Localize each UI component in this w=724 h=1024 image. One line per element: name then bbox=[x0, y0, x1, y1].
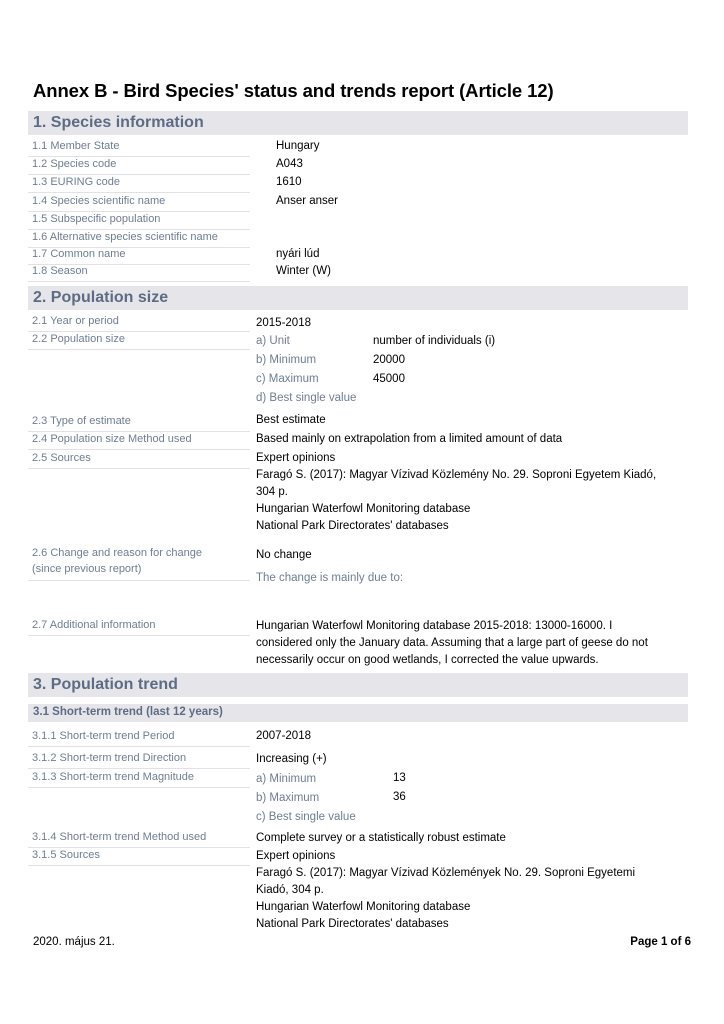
row-trend-period-label bbox=[28, 729, 250, 747]
source-line: Faragó S. (2017): Magyar Vízivad Közlemény No. 29. Soproni Egyetem Kiadó, bbox=[256, 469, 657, 481]
info-line: Hungarian Waterfowl Monitoring database 2015-2018: 13000-16000. I bbox=[256, 620, 613, 632]
row-change-label bbox=[28, 546, 250, 581]
section-population-trend bbox=[28, 673, 688, 697]
trend-sources-list bbox=[256, 848, 635, 933]
row-method-label bbox=[28, 432, 250, 450]
info-line: considered only the January data. Assuming that a large part of geese do not bbox=[256, 637, 648, 649]
section-heading: 3. Population trend bbox=[33, 676, 178, 693]
trend-maximum-value: 36 bbox=[393, 791, 406, 803]
row-scientific-name-label bbox=[28, 194, 250, 212]
method-value: Based mainly on extrapolation from a limited amount of data bbox=[256, 433, 563, 445]
footer-page-number: Page 1 of 6 bbox=[630, 936, 691, 948]
maximum-value: 45000 bbox=[373, 373, 405, 385]
row-additional-info-label bbox=[28, 618, 250, 636]
row-trend-direction-label bbox=[28, 751, 250, 769]
label-text: 2.2 Population size bbox=[32, 333, 125, 345]
unit-value: number of individuals (i) bbox=[373, 335, 496, 347]
source-line: Kiadó, 304 p. bbox=[256, 884, 324, 896]
label-text: 2.7 Additional information bbox=[32, 619, 156, 631]
label-text: 1.2 Species code bbox=[32, 158, 117, 170]
section-population-size bbox=[28, 286, 688, 310]
row-member-state-label bbox=[28, 139, 250, 157]
label-text: 3.1.5 Sources bbox=[32, 849, 100, 861]
row-euring-code-label bbox=[28, 175, 250, 193]
section-species-information bbox=[28, 111, 688, 135]
source-line: 304 p. bbox=[256, 486, 288, 498]
label-text: (since previous report) bbox=[32, 563, 142, 575]
row-common-name-label bbox=[28, 247, 250, 265]
change-value: No change bbox=[256, 549, 312, 561]
label-text: 2.1 Year or period bbox=[32, 315, 119, 327]
row-subspecific-population-label bbox=[28, 212, 250, 230]
year-value: 2015-2018 bbox=[256, 317, 311, 329]
label-text: 3.1.4 Short-term trend Method used bbox=[32, 831, 207, 843]
label-text: 2.3 Type of estimate bbox=[32, 415, 131, 427]
common-name-value: nyári lúd bbox=[276, 248, 320, 260]
row-alt-scientific-name-label bbox=[28, 230, 250, 248]
info-line: necessarily occur on good wetlands, I corrected the value upwards. bbox=[256, 654, 599, 666]
change-reason-label: The change is mainly due to: bbox=[256, 572, 404, 584]
label-text: 3.1.3 Short-term trend Magnitude bbox=[32, 771, 195, 783]
scientific-name-value: Anser anser bbox=[276, 195, 339, 207]
label-text: 1.4 Species scientific name bbox=[32, 195, 166, 207]
type-of-estimate-value: Best estimate bbox=[256, 414, 326, 426]
footer-date: 2020. május 21. bbox=[33, 936, 115, 948]
row-sources-label bbox=[28, 451, 250, 469]
label-text: 1.7 Common name bbox=[32, 248, 126, 260]
source-line: Expert opinions bbox=[256, 452, 336, 464]
label-text: 1.5 Subspecific population bbox=[32, 213, 161, 225]
minimum-value: 20000 bbox=[373, 354, 405, 366]
label-text: 2.5 Sources bbox=[32, 452, 91, 464]
source-line: Hungarian Waterfowl Monitoring database bbox=[256, 503, 471, 515]
label-text: 1.1 Member State bbox=[32, 140, 120, 152]
member-state-value: Hungary bbox=[276, 140, 320, 152]
source-line: Faragó S. (2017): Magyar Vízivad Közlemények No. 29. Soproni Egyetemi bbox=[256, 867, 636, 879]
row-trend-magnitude-label bbox=[28, 770, 250, 788]
trend-method-value: Complete survey or a statistically robust estimate bbox=[256, 832, 506, 844]
label-text: 1.3 EURING code bbox=[32, 176, 121, 188]
euring-code-value: 1610 bbox=[276, 176, 302, 188]
trend-minimum-label: a) Minimum bbox=[256, 773, 317, 785]
unit-label: a) Unit bbox=[256, 335, 290, 347]
additional-info-text bbox=[256, 618, 648, 669]
species-code-value: A043 bbox=[276, 158, 303, 170]
subsection-short-term-trend bbox=[28, 704, 688, 722]
sources-list bbox=[256, 450, 656, 535]
source-line: Expert opinions bbox=[256, 850, 336, 862]
label-text: 1.6 Alternative species scientific name bbox=[32, 231, 218, 243]
section-heading: 2. Population size bbox=[33, 289, 169, 306]
trend-period-value: 2007-2018 bbox=[256, 730, 311, 742]
best-single-value-label: d) Best single value bbox=[256, 392, 357, 404]
row-species-code-label bbox=[28, 157, 250, 175]
trend-direction-value: Increasing (+) bbox=[256, 753, 327, 765]
label-text: 1.8 Season bbox=[32, 265, 88, 277]
trend-maximum-label: b) Maximum bbox=[256, 792, 320, 804]
label-text: 3.1.2 Short-term trend Direction bbox=[32, 752, 187, 764]
row-population-size-label bbox=[28, 332, 250, 350]
row-type-of-estimate-label bbox=[28, 414, 250, 432]
section-heading: 1. Species information bbox=[33, 114, 204, 131]
maximum-label: c) Maximum bbox=[256, 373, 319, 385]
source-line: Hungarian Waterfowl Monitoring database bbox=[256, 901, 471, 913]
source-line: National Park Directorates' databases bbox=[256, 520, 449, 532]
label-text: 2.4 Population size Method used bbox=[32, 433, 192, 445]
source-line: National Park Directorates' databases bbox=[256, 918, 449, 930]
subsection-heading: 3.1 Short-term trend (last 12 years) bbox=[33, 706, 223, 718]
trend-minimum-value: 13 bbox=[393, 772, 406, 784]
row-trend-sources-label bbox=[28, 848, 250, 866]
season-value: Winter (W) bbox=[276, 265, 331, 277]
minimum-label: b) Minimum bbox=[256, 354, 317, 366]
row-season-label bbox=[28, 264, 250, 282]
page-title: Annex B - Bird Species' status and trends report (Article 12) bbox=[33, 80, 554, 101]
label-text: 2.6 Change and reason for change bbox=[32, 547, 203, 559]
row-year-label bbox=[28, 314, 250, 332]
trend-best-single-value-label: c) Best single value bbox=[256, 811, 356, 823]
label-text: 3.1.1 Short-term trend Period bbox=[32, 730, 175, 742]
row-trend-method-label bbox=[28, 830, 250, 848]
